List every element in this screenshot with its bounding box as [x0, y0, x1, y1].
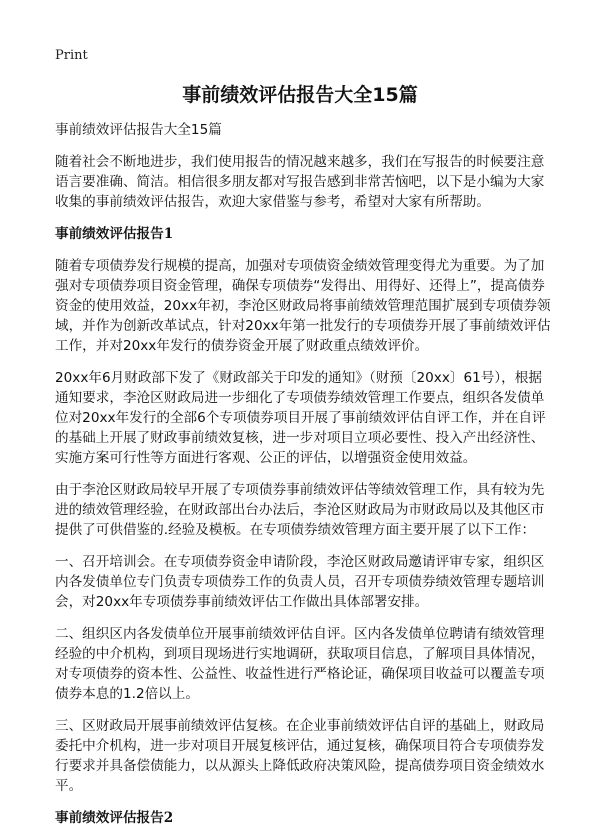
text-line: 资金的使用效益，20xx年初，李沧区财政局将事前绩效管理范围扩展到专项债券领: [55, 298, 551, 314]
text-line: 委托中介机构，进一步对项目开展复核评估，通过复核，确保项目符合专项债券发: [55, 738, 545, 754]
document-body: [55, 120, 550, 840]
text-line: 提供了可供借鉴的.经验及模板。在专项债券绩效管理方面主要开展了以下工作：: [55, 522, 536, 538]
text-line: 随着专项债券发行规模的提高，加强对专项债资金绩效管理变得尤为重要。为了加: [55, 258, 545, 274]
text-line: 的基础上开展了财政事前绩效复核，进一步对项目立项必要性、投入产出经济性、: [55, 430, 545, 446]
intro-paragraph: [55, 152, 550, 212]
body-paragraph: [55, 368, 550, 468]
page-title: 事前绩效评估报告大全15篇: [182, 84, 418, 106]
text-line: 随着社会不断地进步，我们使用报告的情况越来越多，我们在写报告的时候要注意: [55, 154, 545, 170]
body-paragraph: [55, 716, 550, 796]
text-line: 由于李沧区财政局较早开展了专项债券事前绩效评估等绩效管理工作，具有较为先: [55, 482, 545, 498]
text-line: 通知要求，李沧区财政局进一步细化了专项债券绩效管理工作要点，组织各发债单: [55, 390, 545, 406]
text-line: 债券本息的1.2倍以上。: [55, 686, 199, 702]
text-line: 对专项债券的资本性、公益性、收益性进行严格论证，确保项目收益可以覆盖专项: [55, 666, 545, 682]
text-line: 工作，并对20xx年发行的债券资金开展了财政重点绩效评价。: [55, 338, 429, 354]
body-paragraph: [55, 552, 550, 612]
text-line: 20xx年6月财政部下发了《财政部关于印发的通知》（财预〔20xx〕61号），根据: [55, 370, 542, 386]
text-line: 经验的中介机构，到项目现场进行实地调研，获取项目信息，了解项目具体情况，: [55, 646, 545, 662]
text-line: 三、区财政局开展事前绩效评估复核。在企业事前绩效评估自评的基础上，财政局: [55, 718, 545, 734]
text-line: 行要求并具备偿债能力，以从源头上降低政府决策风险，提高债券项目资金绩效水: [55, 758, 545, 774]
body-paragraph: [55, 624, 550, 704]
text-line: 收集的事前绩效评估报告，欢迎大家借鉴与参考，希望对大家有所帮助。: [55, 194, 490, 210]
text-line: 二、组织区内各发债单位开展事前绩效评估自评。区内各发债单位聘请有绩效管理: [55, 626, 545, 642]
document-subtitle: 事前绩效评估报告大全15篇: [55, 122, 222, 138]
text-line: 进的绩效管理经验，在财政部出台办法后，李沧区财政局为市财政局以及其他区市: [55, 502, 545, 518]
text-line: 语言要准确、简洁。相信很多朋友都对写报告感到非常苦恼吧，以下是小编为大家: [55, 174, 545, 190]
section-heading-2: 事前绩效评估报告2: [55, 810, 174, 826]
text-line: 内各发债单位专门负责专项债券工作的负责人员，召开专项债券绩效管理专题培训: [55, 574, 545, 590]
text-line: 强对专项债券项目资金管理，确保专项债券“发得出、用得好、还得上”，提高债券: [55, 278, 545, 294]
text-line: 平。: [55, 778, 83, 794]
section-heading-1: 事前绩效评估报告1: [55, 226, 174, 242]
text-line: 域，并作为创新改革试点，针对20xx年第一批发行的专项债券开展了事前绩效评估: [55, 318, 551, 334]
text-line: 实施方案可行性等方面进行客观、公正的评估，以增强资金使用效益。: [55, 450, 477, 466]
body-paragraph: [55, 480, 550, 540]
text-line: 一、召开培训会。在专项债券资金申请阶段，李沧区财政局邀请评审专家，组织区: [55, 554, 545, 570]
text-line: 会，对20xx年专项债券事前绩效评估工作做出具体部署安排。: [55, 594, 429, 610]
body-paragraph: [55, 256, 550, 356]
print-link[interactable]: Print: [55, 48, 88, 63]
text-line: 位对20xx年发行的全部6个专项债券项目开展了事前绩效评估自评工作，并在自评: [55, 410, 546, 426]
